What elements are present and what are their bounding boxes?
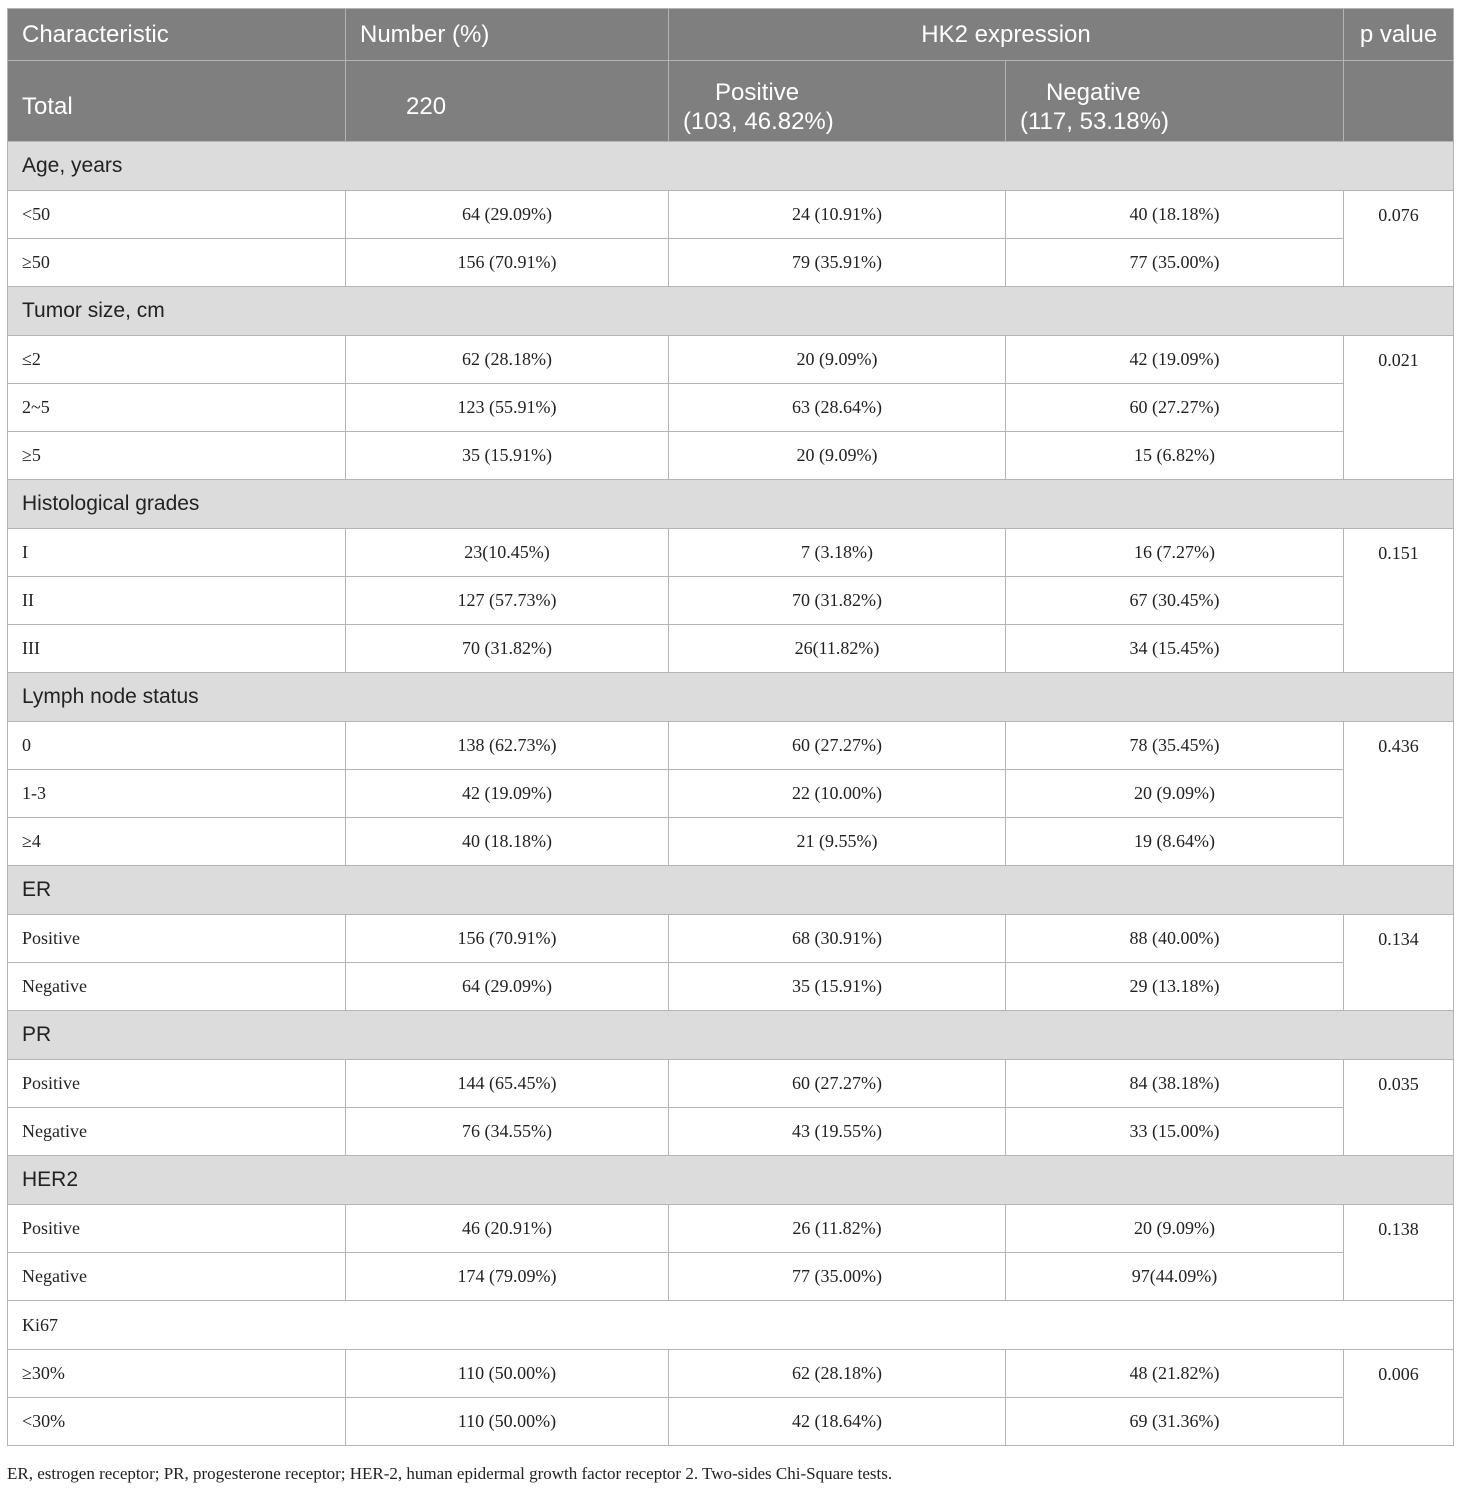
section-header-row (8, 1301, 1454, 1350)
cell-negative: 19 (8.64%) (1006, 818, 1344, 866)
cell-positive: 7 (3.18%) (669, 529, 1006, 577)
table-footnote: ER, estrogen receptor; PR, progesterone receptor; HER-2, human epidermal growth factor receptor 2. Two-sides Chi-Square tests. (7, 1464, 893, 1483)
cell-negative: 60 (27.27%) (1006, 384, 1344, 432)
cell-negative: 97(44.09%) (1006, 1253, 1344, 1301)
table-row (8, 1253, 1454, 1301)
section-header-row (8, 673, 1454, 722)
row-label: <30% (8, 1398, 346, 1446)
cell-p-value: 0.436 (1344, 722, 1454, 866)
cell-number: 64 (29.09%) (346, 963, 669, 1011)
cell-positive: 20 (9.09%) (669, 336, 1006, 384)
table-row (8, 239, 1454, 287)
cell-number: 42 (19.09%) (346, 770, 669, 818)
cell-positive: 42 (18.64%) (669, 1398, 1006, 1446)
cell-p-value: 0.076 (1344, 191, 1454, 287)
table-row (8, 577, 1454, 625)
cell-p-value: 0.035 (1344, 1060, 1454, 1156)
cell-negative: 34 (15.45%) (1006, 625, 1344, 673)
row-label: I (8, 529, 346, 577)
cell-negative: 67 (30.45%) (1006, 577, 1344, 625)
row-label: Negative (8, 963, 346, 1011)
cell-number: 127 (57.73%) (346, 577, 669, 625)
table-row (8, 1060, 1454, 1108)
row-label: 0 (8, 722, 346, 770)
cell-positive: 26(11.82%) (669, 625, 1006, 673)
table-row (8, 770, 1454, 818)
cell-number: 64 (29.09%) (346, 191, 669, 239)
header-hk2-expression: HK2 expression (669, 9, 1344, 61)
table-row (8, 818, 1454, 866)
header-row-2 (8, 61, 1454, 142)
table-row (8, 384, 1454, 432)
section-title: Age, years (8, 142, 1454, 191)
section-header-row (8, 287, 1454, 336)
row-label: <50 (8, 191, 346, 239)
cell-number: 62 (28.18%) (346, 336, 669, 384)
table-row (8, 432, 1454, 480)
cell-positive: 70 (31.82%) (669, 577, 1006, 625)
table-row (8, 191, 1454, 239)
table-row (8, 963, 1454, 1011)
table-body (8, 142, 1454, 1446)
header-total-value: 220 (346, 61, 669, 142)
cell-positive: 63 (28.64%) (669, 384, 1006, 432)
row-label: ≥4 (8, 818, 346, 866)
table-row (8, 1398, 1454, 1446)
cell-number: 40 (18.18%) (346, 818, 669, 866)
cell-negative: 78 (35.45%) (1006, 722, 1344, 770)
cell-negative: 40 (18.18%) (1006, 191, 1344, 239)
cell-number: 70 (31.82%) (346, 625, 669, 673)
cell-positive: 79 (35.91%) (669, 239, 1006, 287)
cell-negative: 88 (40.00%) (1006, 915, 1344, 963)
section-title: Lymph node status (8, 673, 1454, 722)
row-label: Positive (8, 915, 346, 963)
cell-negative: 42 (19.09%) (1006, 336, 1344, 384)
row-label: 1-3 (8, 770, 346, 818)
cell-number: 174 (79.09%) (346, 1253, 669, 1301)
cell-positive: 60 (27.27%) (669, 722, 1006, 770)
row-label: 2~5 (8, 384, 346, 432)
section-title: HER2 (8, 1156, 1454, 1205)
table-row (8, 722, 1454, 770)
cell-positive: 24 (10.91%) (669, 191, 1006, 239)
cell-negative: 48 (21.82%) (1006, 1350, 1344, 1398)
header-negative (1006, 61, 1344, 142)
cell-positive: 43 (19.55%) (669, 1108, 1006, 1156)
cell-number: 46 (20.91%) (346, 1205, 669, 1253)
row-label: II (8, 577, 346, 625)
section-title: ER (8, 866, 1454, 915)
cell-positive: 26 (11.82%) (669, 1205, 1006, 1253)
header-negative-label: Negative (1046, 78, 1141, 106)
header-number: Number (%) (346, 9, 669, 61)
cell-number: 156 (70.91%) (346, 239, 669, 287)
clinicopathological-table (7, 8, 1454, 1446)
cell-negative: 15 (6.82%) (1006, 432, 1344, 480)
cell-number: 76 (34.55%) (346, 1108, 669, 1156)
header-p-value: p value (1344, 9, 1454, 61)
cell-p-value: 0.138 (1344, 1205, 1454, 1301)
cell-negative: 84 (38.18%) (1006, 1060, 1344, 1108)
row-label: Negative (8, 1253, 346, 1301)
cell-positive: 60 (27.27%) (669, 1060, 1006, 1108)
section-header-row (8, 866, 1454, 915)
cell-positive: 68 (30.91%) (669, 915, 1006, 963)
row-label: Positive (8, 1205, 346, 1253)
table-row (8, 1108, 1454, 1156)
cell-positive: 21 (9.55%) (669, 818, 1006, 866)
header-characteristic: Characteristic (8, 9, 346, 61)
header-negative-count: (117, 53.18%) (1020, 108, 1169, 135)
cell-negative: 29 (13.18%) (1006, 963, 1344, 1011)
header-positive-label: Positive (715, 78, 800, 106)
section-title: PR (8, 1011, 1454, 1060)
cell-negative: 33 (15.00%) (1006, 1108, 1344, 1156)
section-header-row (8, 1011, 1454, 1060)
table-row (8, 336, 1454, 384)
cell-number: 144 (65.45%) (346, 1060, 669, 1108)
cell-negative: 20 (9.09%) (1006, 770, 1344, 818)
cell-number: 35 (15.91%) (346, 432, 669, 480)
cell-positive: 22 (10.00%) (669, 770, 1006, 818)
cell-number: 138 (62.73%) (346, 722, 669, 770)
cell-positive: 20 (9.09%) (669, 432, 1006, 480)
cell-number: 110 (50.00%) (346, 1350, 669, 1398)
cell-positive: 35 (15.91%) (669, 963, 1006, 1011)
row-label: ≥30% (8, 1350, 346, 1398)
cell-p-value: 0.134 (1344, 915, 1454, 1011)
table-row (8, 529, 1454, 577)
row-label: ≥50 (8, 239, 346, 287)
cell-number: 156 (70.91%) (346, 915, 669, 963)
cell-p-value: 0.006 (1344, 1350, 1454, 1446)
header-positive-count: (103, 46.82%) (683, 108, 834, 135)
section-header-row (8, 142, 1454, 191)
cell-number: 110 (50.00%) (346, 1398, 669, 1446)
row-label: III (8, 625, 346, 673)
cell-negative: 77 (35.00%) (1006, 239, 1344, 287)
cell-positive: 77 (35.00%) (669, 1253, 1006, 1301)
row-label: ≤2 (8, 336, 346, 384)
cell-p-value: 0.151 (1344, 529, 1454, 673)
header-positive (669, 61, 1006, 142)
cell-number: 123 (55.91%) (346, 384, 669, 432)
section-title: Tumor size, cm (8, 287, 1454, 336)
cell-p-value: 0.021 (1344, 336, 1454, 480)
header-total-label: Total (8, 61, 346, 142)
header-p-value-blank (1344, 61, 1454, 142)
cell-negative: 16 (7.27%) (1006, 529, 1344, 577)
row-label: Negative (8, 1108, 346, 1156)
cell-negative: 20 (9.09%) (1006, 1205, 1344, 1253)
table-row (8, 625, 1454, 673)
cell-positive: 62 (28.18%) (669, 1350, 1006, 1398)
table-row (8, 1350, 1454, 1398)
header-row-1 (8, 9, 1454, 61)
table-row (8, 915, 1454, 963)
section-header-row (8, 480, 1454, 529)
section-title: Histological grades (8, 480, 1454, 529)
cell-negative: 69 (31.36%) (1006, 1398, 1344, 1446)
section-header-row (8, 1156, 1454, 1205)
row-label: ≥5 (8, 432, 346, 480)
section-title: Ki67 (8, 1301, 1454, 1350)
table-row (8, 1205, 1454, 1253)
row-label: Positive (8, 1060, 346, 1108)
cell-number: 23(10.45%) (346, 529, 669, 577)
